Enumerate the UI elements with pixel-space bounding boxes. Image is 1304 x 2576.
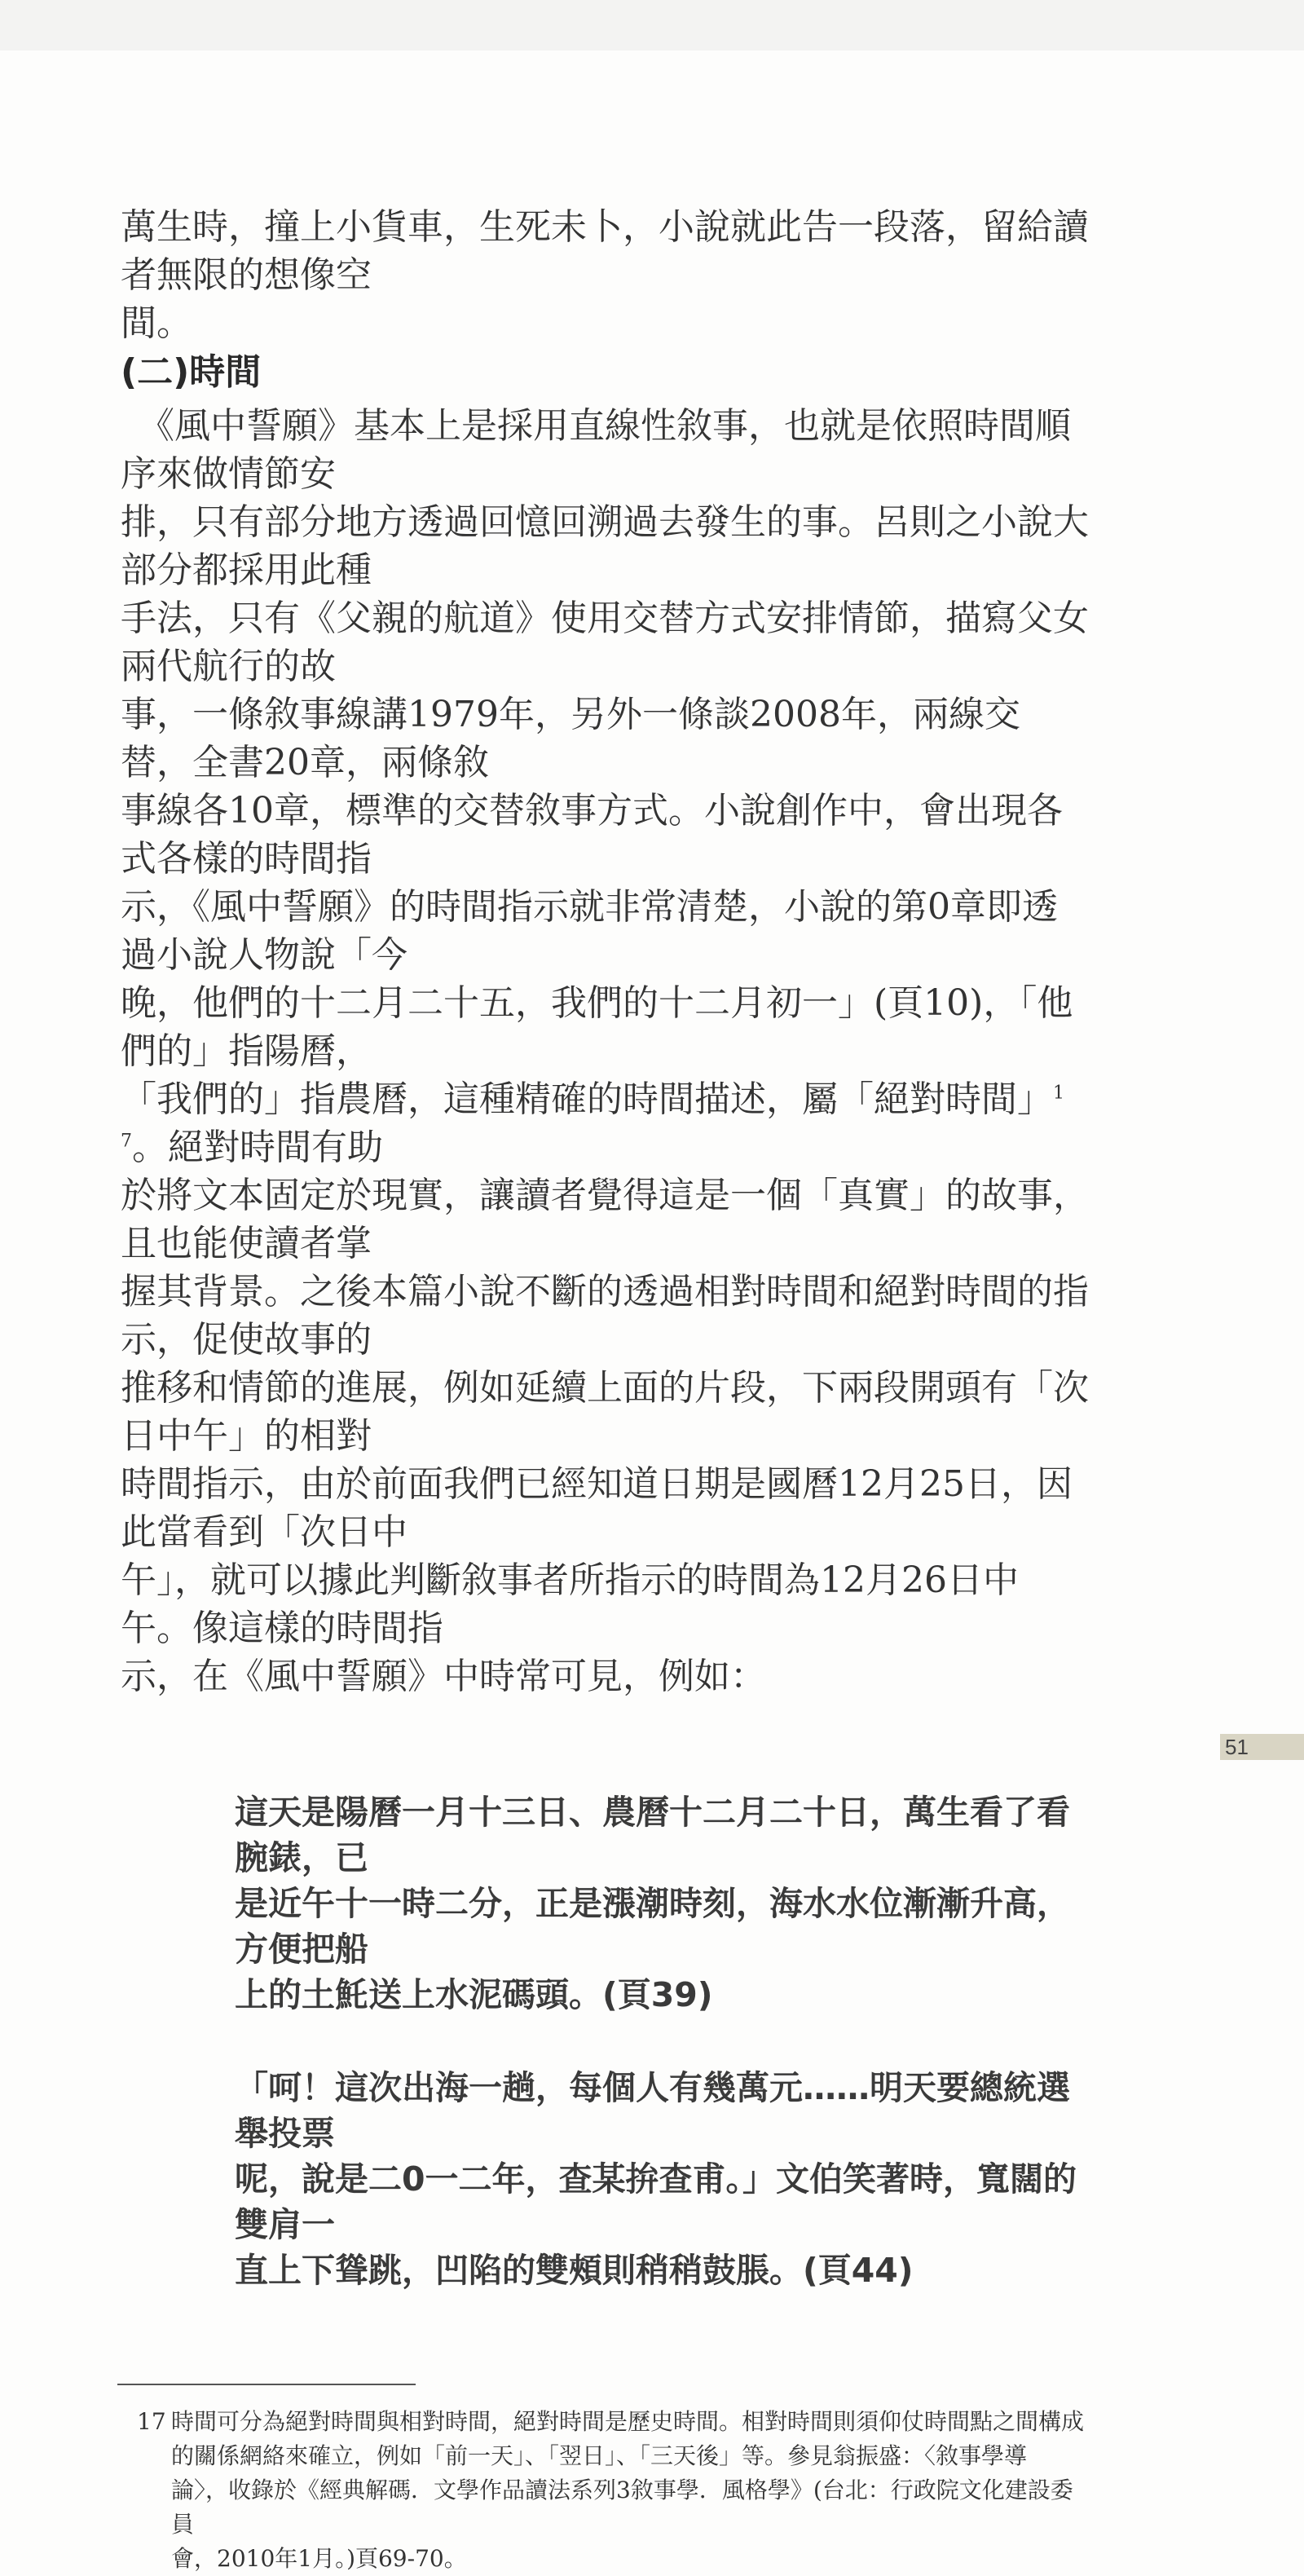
paragraph-line: 握其背景。之後本篇小說不斷的透過相對時間和絕對時間的指示，促使故事的 <box>121 1271 1089 1361</box>
footnote-line: 時間可分為絕對時間與相對時間，絕對時間是歷史時間。相對時間則須仰仗時間點之間構成 <box>171 2408 1085 2435</box>
body-paragraph <box>121 402 1089 1700</box>
line-text: 。絕對時間有助 <box>132 1127 383 1168</box>
footnote <box>121 2405 1089 2576</box>
quote-line: 是近午十一時二分，正是漲潮時刻，海水水位漸漸升高，方便把船 <box>235 1884 1070 1969</box>
footnote-number: 17 <box>137 2408 166 2435</box>
quote-line: 「呵！這次出海一趟，每個人有幾萬元……明天要總統選舉投票 <box>235 2068 1070 2153</box>
paragraph-line: 排，只有部分地方透過回憶回溯過去發生的事。呂則之小說大部分都採用此種 <box>121 501 1089 591</box>
quote-line: 呢，說是二0一二年，查某拚查甫。」文伯笑著時，寬闊的雙肩一 <box>235 2159 1077 2244</box>
intro-line: 萬生時，撞上小貨車，生死未卜，小說就此告一段落，留給讀者無限的想像空 <box>121 206 1089 296</box>
scan-top-band <box>0 0 1304 51</box>
paragraph-line: 於將文本固定於現實，讓讀者覺得這是一個「真實」的故事，且也能使讀者掌 <box>121 1175 1089 1264</box>
paragraph-line: 示，在《風中誓願》中時常可見，例如： <box>121 1656 766 1697</box>
paragraph-line: 手法，只有《父親的航道》使用交替方式安排情節，描寫父女兩代航行的故 <box>121 598 1089 687</box>
quote-line: 這天是陽曆一月十三日、農曆十二月二十日，萬生看了看腕錶，已 <box>235 1793 1070 1877</box>
line-text: 「我們的」指農曆，這種精確的時間描述，屬「絕對時間」 <box>121 1078 1053 1120</box>
paragraph-line: 午」，就可以據此判斷敘事者所指示的時間為12月26日中午。像這樣的時間指 <box>121 1559 1019 1649</box>
section-heading: (二)時間 <box>121 351 262 393</box>
paragraph-line: 時間指示，由於前面我們已經知道日期是國曆12月25日，因此當看到「次日中 <box>121 1463 1073 1553</box>
quote-line: 直上下聳跳，凹陷的雙頰則稍稍鼓脹。(頁44) <box>235 2251 914 2290</box>
footnote-reference[interactable]: 17 <box>121 1083 1064 1152</box>
quote-line: 上的土魠送上水泥碼頭。(頁39) <box>235 1975 713 2014</box>
footnote-line: 論〉，收錄於《經典解碼．文學作品讀法系列3敘事學．風格學》(台北：行政院文化建設委員 <box>171 2477 1073 2538</box>
paragraph-line: 推移和情節的進展，例如延續上面的片段，下兩段開頭有「次日中午」的相對 <box>121 1367 1089 1457</box>
footnote-line: 會，2010年1月。)頁69-70。 <box>171 2545 467 2572</box>
block-quote <box>235 2065 1086 2293</box>
paragraph-line: 事線各10章，標準的交替敘事方式。小說創作中，會出現各式各樣的時間指 <box>121 790 1063 880</box>
paragraph-line: 事，一條敘事線講1979年，另外一條談2008年，兩線交替，全書20章，兩條敘 <box>121 694 1020 783</box>
page-content <box>121 203 1089 2576</box>
page-number: 51 <box>1220 1734 1304 1760</box>
block-quote <box>235 1789 1086 2018</box>
paragraph-line: 《風中誓願》基本上是採用直線性敘事，也就是依照時間順序來做情節安 <box>121 405 1071 495</box>
intro-line: 間。 <box>121 302 192 344</box>
paragraph-line: 示，《風中誓願》的時間指示就非常清楚，小說的第0章即透過小說人物說「今 <box>121 886 1058 976</box>
paragraph-line <box>121 1075 1089 1171</box>
footnote-divider <box>117 2384 416 2385</box>
paragraph-line: 晚，他們的十二月二十五，我們的十二月初一」(頁10)，「他們的」指陽曆， <box>121 982 1073 1072</box>
footnote-line: 的關係網絡來確立，例如「前一天」、「翌日」、「三天後」等。參見翁振盛：〈敘事學導 <box>171 2442 1028 2469</box>
